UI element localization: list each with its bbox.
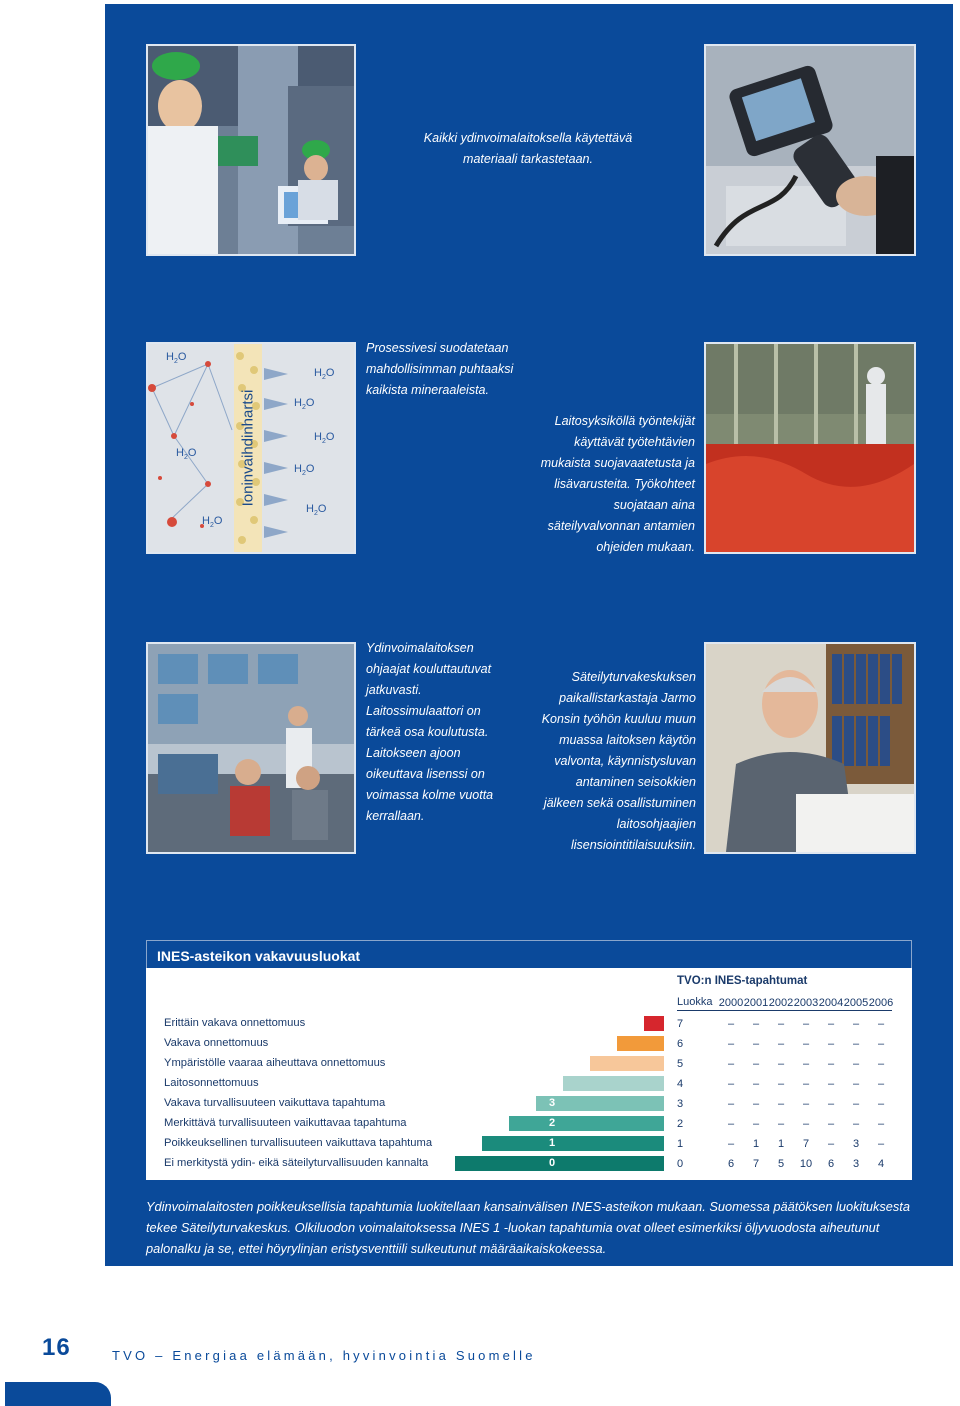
ines-level-bar — [644, 1016, 664, 1031]
tvo-class: 2 — [677, 1118, 684, 1130]
tvo-event-count: – — [802, 1018, 810, 1030]
ines-row-label: Merkittävä turvallisuuteen vaikuttavaa tapahtuma — [164, 1117, 407, 1129]
tvo-event-count: 1 — [752, 1138, 760, 1150]
ines-level-number: 1 — [548, 1137, 556, 1149]
svg-text:H2O: $H_2O$ — [314, 431, 335, 445]
tvo-event-count: – — [777, 1098, 785, 1110]
ines-level-bar — [617, 1036, 664, 1051]
tvo-event-count: – — [852, 1098, 860, 1110]
caption-inspector: Säteilyturvakeskuksen paikallistarkastaja Jarmo Konsin työhön kuuluu muun muassa laitoksen käytön valvonta, käynnistysluvan antaminen seisokkien jälkeen sekä osallistuminen laitosohjaajien lisensiointitilaisuuksiin. — [541, 670, 696, 852]
tvo-event-count: – — [727, 1038, 735, 1050]
tvo-event-count: – — [852, 1078, 860, 1090]
tvo-event-count: – — [877, 1018, 885, 1030]
tvo-event-count: – — [877, 1098, 885, 1110]
tvo-event-count: – — [877, 1038, 885, 1050]
tvo-event-count: – — [727, 1138, 735, 1150]
tvo-class: 5 — [677, 1058, 684, 1070]
ines-table — [146, 940, 912, 1180]
tvo-event-count: – — [852, 1018, 860, 1030]
ines-row-label: Laitosonnettomuus — [164, 1077, 259, 1089]
tvo-event-count: – — [877, 1118, 885, 1130]
caption-protective-gear: Laitosyksiköllä työntekijät käyttävät työtehtävien mukaista suojavaatetusta ja lisävarusteita. Työkohteet suojataan aina säteilyvalvonnan antamien ohjeiden mukaan. — [540, 414, 695, 554]
ines-level-bar — [590, 1056, 664, 1071]
photo-inspector — [704, 642, 916, 854]
ines-level-number: 0 — [548, 1157, 556, 1169]
tvo-event-count: 7 — [752, 1158, 760, 1170]
ines-level-number: 3 — [548, 1097, 556, 1109]
tvo-event-count: – — [802, 1098, 810, 1110]
ines-level-number: 4 — [548, 1077, 556, 1089]
photo-lab-inspection — [146, 44, 356, 256]
photo-camera-device — [704, 44, 916, 256]
tvo-event-count: – — [777, 1018, 785, 1030]
tvo-event-count: – — [877, 1058, 885, 1070]
photo-simulator — [146, 642, 356, 854]
tvo-event-count: 7 — [802, 1138, 810, 1150]
ines-level-bar — [509, 1116, 664, 1131]
tvo-event-count: – — [802, 1058, 810, 1070]
year-2004: 2004 — [818, 997, 844, 1009]
tvo-class: 3 — [677, 1098, 684, 1110]
svg-text:H2O: $H_2O$ — [294, 397, 315, 411]
tvo-event-count: – — [827, 1118, 835, 1130]
tvo-event-count: 10 — [799, 1158, 813, 1170]
class-header: Luokka — [677, 996, 713, 1008]
diagram-ion-exchange — [146, 342, 356, 554]
tvo-event-count: – — [852, 1058, 860, 1070]
svg-text:H2O: $H_2O$ — [202, 515, 223, 529]
tvo-class: 6 — [677, 1038, 684, 1050]
svg-text:H2O: $H_2O$ — [294, 463, 315, 477]
year-2003: 2003 — [793, 997, 819, 1009]
ines-level-number: 5 — [548, 1057, 556, 1069]
caption-process-water: Prosessivesi suodatetaan mahdollisimman puhtaaksi kaikista mineraaleista. — [366, 341, 514, 397]
tvo-event-count: – — [752, 1118, 760, 1130]
svg-text:H2O: $H_2O$ — [306, 503, 327, 517]
tvo-event-count: – — [777, 1078, 785, 1090]
ines-level-bar — [563, 1076, 664, 1091]
tvo-event-count: – — [827, 1038, 835, 1050]
tvo-event-count: – — [727, 1098, 735, 1110]
year-2001: 2001 — [743, 997, 769, 1009]
tvo-event-count: – — [852, 1118, 860, 1130]
svg-text:H2O: $H_2O$ — [314, 367, 335, 381]
tvo-event-count: – — [827, 1018, 835, 1030]
tvo-events-header-row — [146, 995, 912, 1011]
caption-inspection: Kaikki ydinvoimalaitoksella käytettävä materiaali tarkastetaan. — [423, 131, 633, 166]
page-number: 16 — [42, 1334, 71, 1361]
tvo-event-count: 3 — [852, 1158, 860, 1170]
tvo-event-count: – — [752, 1078, 760, 1090]
tvo-event-count: – — [802, 1118, 810, 1130]
tvo-event-count: – — [827, 1078, 835, 1090]
footer-tab — [5, 1382, 111, 1406]
tvo-event-count: 6 — [827, 1158, 835, 1170]
tvo-event-count: – — [727, 1018, 735, 1030]
caption-simulator: Ydinvoimalaitoksen ohjaajat kouluttautuvat jatkuvasti. Laitossimulaattori on tärkeä osa koulutusta. Laitokseen ajoon oikeuttava lisenssi on voimassa kolme vuotta kerrallaan. — [366, 641, 494, 823]
svg-text:H2O: $H_2O$ — [166, 351, 187, 365]
tvo-class: 0 — [677, 1158, 684, 1170]
ines-row-label: Ei merkitystä ydin- eikä säteilyturvallisuuden kannalta — [164, 1157, 429, 1169]
year-2006: 2006 — [868, 997, 894, 1009]
year-2005: 2005 — [843, 997, 869, 1009]
tvo-event-count: – — [802, 1078, 810, 1090]
photo-protective-covers — [704, 342, 916, 554]
tvo-event-count: – — [877, 1138, 885, 1150]
tvo-event-count: – — [752, 1098, 760, 1110]
tvo-event-count: – — [777, 1118, 785, 1130]
ines-row-label: Poikkeuksellinen turvallisuuteen vaikuttava tapahtuma — [164, 1137, 433, 1149]
resin-label: Ioninvaihdinhartsi — [239, 389, 257, 507]
svg-text:H2O: $H_2O$ — [176, 447, 197, 461]
tvo-class: 1 — [677, 1138, 684, 1150]
ines-level-bar — [482, 1136, 664, 1151]
ines-row-label: Erittäin vakava onnettomuus — [164, 1017, 306, 1029]
tvo-event-count: 4 — [877, 1158, 885, 1170]
year-2000: 2000 — [718, 997, 744, 1009]
tvo-event-count: – — [752, 1038, 760, 1050]
footer-tagline: TVO – Energiaa elämään, hyvinvointia Suomelle — [112, 1348, 536, 1363]
tvo-class: 4 — [677, 1078, 684, 1090]
ines-table-rule — [677, 1010, 892, 1011]
tvo-event-count: 1 — [777, 1138, 785, 1150]
ines-level-number: 7 — [548, 1017, 556, 1029]
tvo-event-count: – — [777, 1038, 785, 1050]
ines-row-label: Vakava turvallisuuteen vaikuttava tapahtuma — [164, 1097, 386, 1109]
tvo-event-count: 3 — [852, 1138, 860, 1150]
ines-level-number: 2 — [548, 1117, 556, 1129]
tvo-event-count: – — [777, 1058, 785, 1070]
tvo-event-count: 6 — [727, 1158, 735, 1170]
ines-row-label: Vakava onnettomuus — [164, 1037, 269, 1049]
tvo-event-count: – — [827, 1098, 835, 1110]
tvo-event-count: – — [827, 1058, 835, 1070]
tvo-event-count: – — [752, 1018, 760, 1030]
tvo-event-count: – — [877, 1078, 885, 1090]
tvo-event-count: – — [827, 1138, 835, 1150]
ines-row-label: Ympäristölle vaaraa aiheuttava onnettomuus — [164, 1057, 386, 1069]
tvo-event-count: – — [802, 1038, 810, 1050]
year-2002: 2002 — [768, 997, 794, 1009]
tvo-event-count: 5 — [777, 1158, 785, 1170]
ines-title: INES-asteikon vakavuusluokat — [146, 940, 912, 968]
tvo-event-count: – — [752, 1058, 760, 1070]
tvo-event-count: – — [727, 1118, 735, 1130]
tvo-event-count: – — [727, 1078, 735, 1090]
tvo-events-title: TVO:n INES-tapahtumat — [677, 975, 808, 987]
tvo-event-count: – — [727, 1058, 735, 1070]
tvo-event-count: – — [852, 1038, 860, 1050]
tvo-class: 7 — [677, 1018, 684, 1030]
ines-explanation: Ydinvoimalaitosten poikkeuksellisia tapahtumia luokitellaan kansainvälisen INES-asteikon mukaan. Suomessa päätöksen luokituksesta tekee Säteilyturvakeskus. Olkiluodon voimalaitoksessa INES 1 -luokan tapahtumia ovat olleet esimerkiksi öljyvuodosta aiheutunut palonalku ja se, ettei höyrylinjan eristysventtiili sulkeutunut määräaikaiskokeessa. — [146, 1199, 910, 1256]
ines-level-number: 6 — [548, 1037, 556, 1049]
